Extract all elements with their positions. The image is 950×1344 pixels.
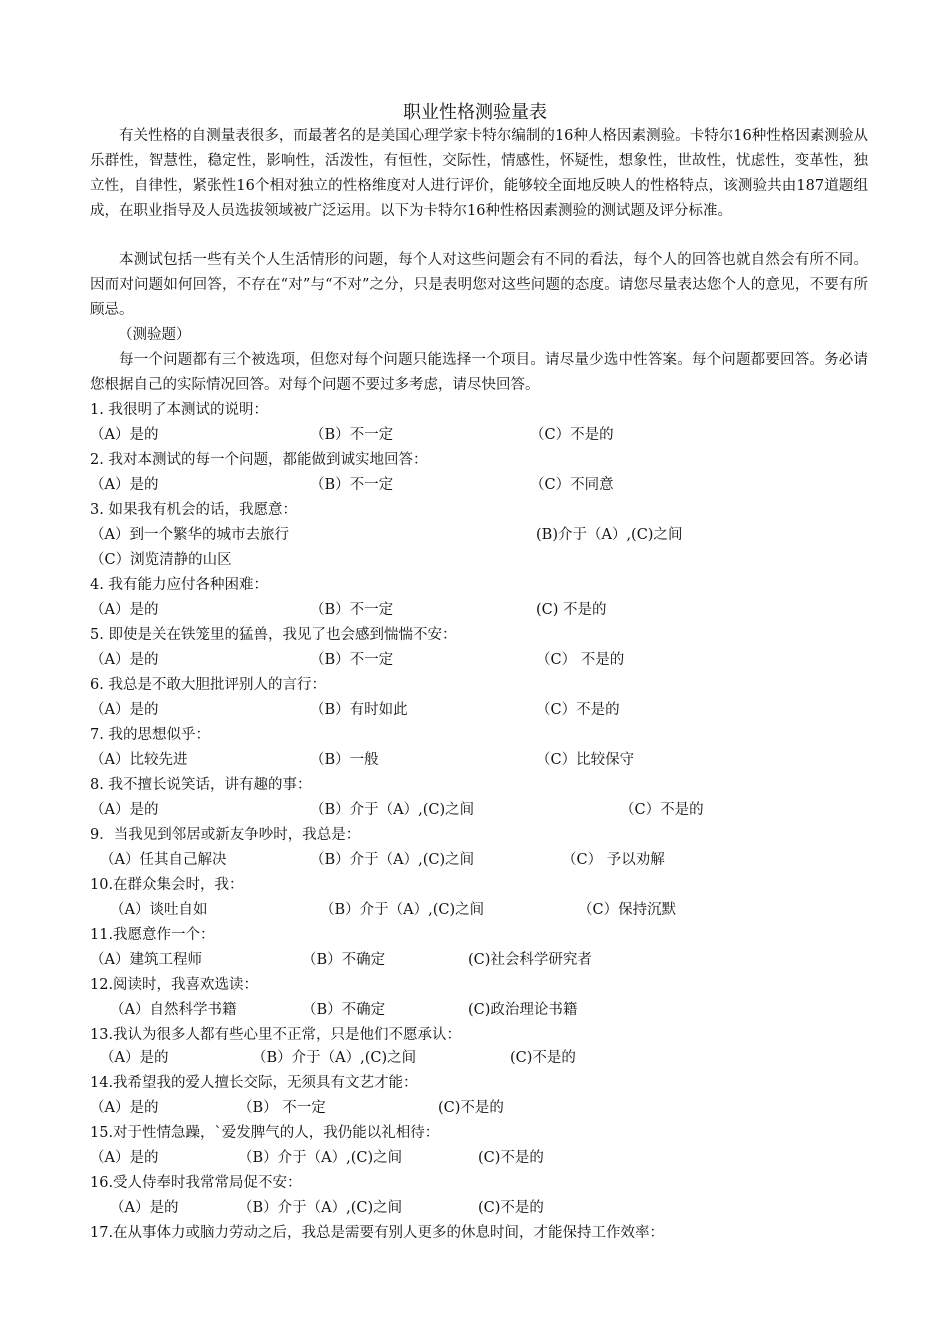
option-a[interactable]: （A）建筑工程师 [90,952,202,968]
option-a[interactable]: （A）是的 [100,1050,169,1066]
question-15: 15.对于性情急躁，`爱发脾气的人，我仍能以礼相待： [90,1125,440,1141]
option-b[interactable]: （B） 不一定 [238,1100,326,1116]
option-c[interactable]: （C） 予以劝解 [562,852,665,868]
option-c[interactable]: (C)不是的 [510,1050,576,1066]
option-c[interactable]: （C）浏览清静的山区 [90,552,232,568]
question-3: 3. 如果我有机会的话，我愿意： [90,502,297,518]
option-c[interactable]: （C）不是的 [536,702,620,718]
option-c[interactable]: (C) 不是的 [536,602,607,618]
question-13: 13.我认为很多人都有些心里不正常，只是他们不愿承认： [90,1027,462,1043]
option-b[interactable]: （B）介于（A）,(C)之间 [310,802,475,818]
option-b[interactable]: （B）有时如此 [310,702,408,718]
option-c[interactable]: （C）保持沉默 [578,902,677,918]
option-a[interactable]: （A）是的 [90,702,159,718]
option-c[interactable]: (C)不是的 [438,1100,504,1116]
instructions-paragraph: 本测试包括一些有关个人生活情形的问题，每个人对这些问题会有不同的看法，每个人的回答也就自然会有所不同。因而对问题如何回答，不存在“对”与“不对”之分，只是表明您对这些问题的态度。请您尽量表达您个人的意见，不要有所顾忌。 [90,252,868,318]
option-a[interactable]: （A）是的 [90,652,159,668]
document-title: 职业性格测验量表 [403,102,547,123]
question-2: 2. 我对本测试的每一个问题，都能做到诚实地回答： [90,452,428,468]
option-a[interactable]: （A）是的 [90,477,159,493]
question-4: 4. 我有能力应付各种困难： [90,577,268,593]
option-c[interactable]: （C）不同意 [530,477,614,493]
question-6: 6. 我总是不敢大胆批评别人的言行： [90,677,326,693]
option-c[interactable]: （C）不是的 [530,427,614,443]
option-a[interactable]: （A）是的 [90,1100,159,1116]
option-a[interactable]: （A）是的 [110,1200,179,1216]
option-b[interactable]: （B）一般 [310,752,379,768]
section-label: （测验题） [118,327,191,343]
option-b[interactable]: （B）不确定 [302,1002,386,1018]
option-b[interactable]: （B）不一定 [310,652,394,668]
option-a[interactable]: （A）比较先进 [90,752,188,768]
option-a[interactable]: （A）是的 [90,802,159,818]
question-11: 11.我愿意作一个： [90,927,215,943]
option-c[interactable]: (C)不是的 [478,1200,544,1216]
option-c[interactable]: (C)不是的 [478,1150,544,1166]
question-9: 9．当我见到邻居或新友争吵时，我总是： [90,827,361,843]
option-b[interactable]: （B）介于（A）,(C)之间 [238,1150,403,1166]
intro-paragraph: 有关性格的自测量表很多，而最著名的是美国心理学家卡特尔编制的16种人格因素测验。卡特尔16种性格因素测验从乐群性，智慧性，稳定性，影响性，活泼性，有恒性，交际性，情感性，怀疑性，想象性，世故性，忧虑性，变革性，独立性，自律性，紧张性16个相对独立的性格维度对人进行评价，能够较全面地反映人的性格特点，该测验共由187道题组成，在职业指导及人员选拔领域被广泛运用。以下为卡特尔16种性格因素测验的测试题及评分标准。 [90,128,868,219]
question-7: 7. 我的思想似乎： [90,727,210,743]
question-10: 10.在群众集会时，我： [90,877,244,893]
question-8: 8. 我不擅长说笑话，讲有趣的事： [90,777,312,793]
option-a[interactable]: （A）自然科学书籍 [110,1002,237,1018]
test-instructions-paragraph: 每一个问题都有三个被选项，但您对每个问题只能选择一个项目。请尽量少选中性答案。每个问题都要回答。务必请您根据自己的实际情况回答。对每个问题不要过多考虑，请尽快回答。 [90,352,868,393]
option-b[interactable]: （B）介于（A）,(C)之间 [238,1200,403,1216]
question-16: 16.受人侍奉时我常常局促不安： [90,1175,302,1191]
option-b[interactable]: （B）介于（A）,(C)之间 [310,852,475,868]
option-b[interactable]: （B）介于（A）,(C)之间 [252,1050,417,1066]
option-c[interactable]: (C)社会科学研究者 [468,952,592,968]
question-14: 14.我希望我的爱人擅长交际，无须具有文艺才能： [90,1075,418,1091]
option-c[interactable]: （C）比较保守 [536,752,635,768]
question-17: 17.在从事体力或脑力劳动之后，我总是需要有别人更多的休息时间，才能保持工作效率： [90,1225,665,1241]
option-b[interactable]: （B）不一定 [310,602,394,618]
question-12: 12.阅读时，我喜欢选读： [90,977,259,993]
option-b[interactable]: （B）不一定 [310,427,394,443]
option-b[interactable]: （B）不一定 [310,477,394,493]
option-c[interactable]: （C）不是的 [620,802,704,818]
option-a[interactable]: （A）任其自己解决 [100,852,227,868]
option-b[interactable]: （B）不确定 [302,952,386,968]
question-5: 5. 即使是关在铁笼里的猛兽，我见了也会感到惴惴不安： [90,627,457,643]
option-b[interactable]: （B）介于（A）,(C)之间 [320,902,485,918]
option-a[interactable]: （A）是的 [90,602,159,618]
option-c[interactable]: (C)政治理论书籍 [468,1002,578,1018]
question-1: 1. 我很明了本测试的说明： [90,402,268,418]
option-c[interactable]: （C） 不是的 [536,652,625,668]
option-a[interactable]: （A）是的 [90,427,159,443]
option-a[interactable]: （A）是的 [90,1150,159,1166]
option-b[interactable]: (B)介于（A）,(C)之间 [536,527,683,543]
option-a[interactable]: （A）到一个繁华的城市去旅行 [90,527,289,543]
option-a[interactable]: （A）谈吐自如 [110,902,208,918]
